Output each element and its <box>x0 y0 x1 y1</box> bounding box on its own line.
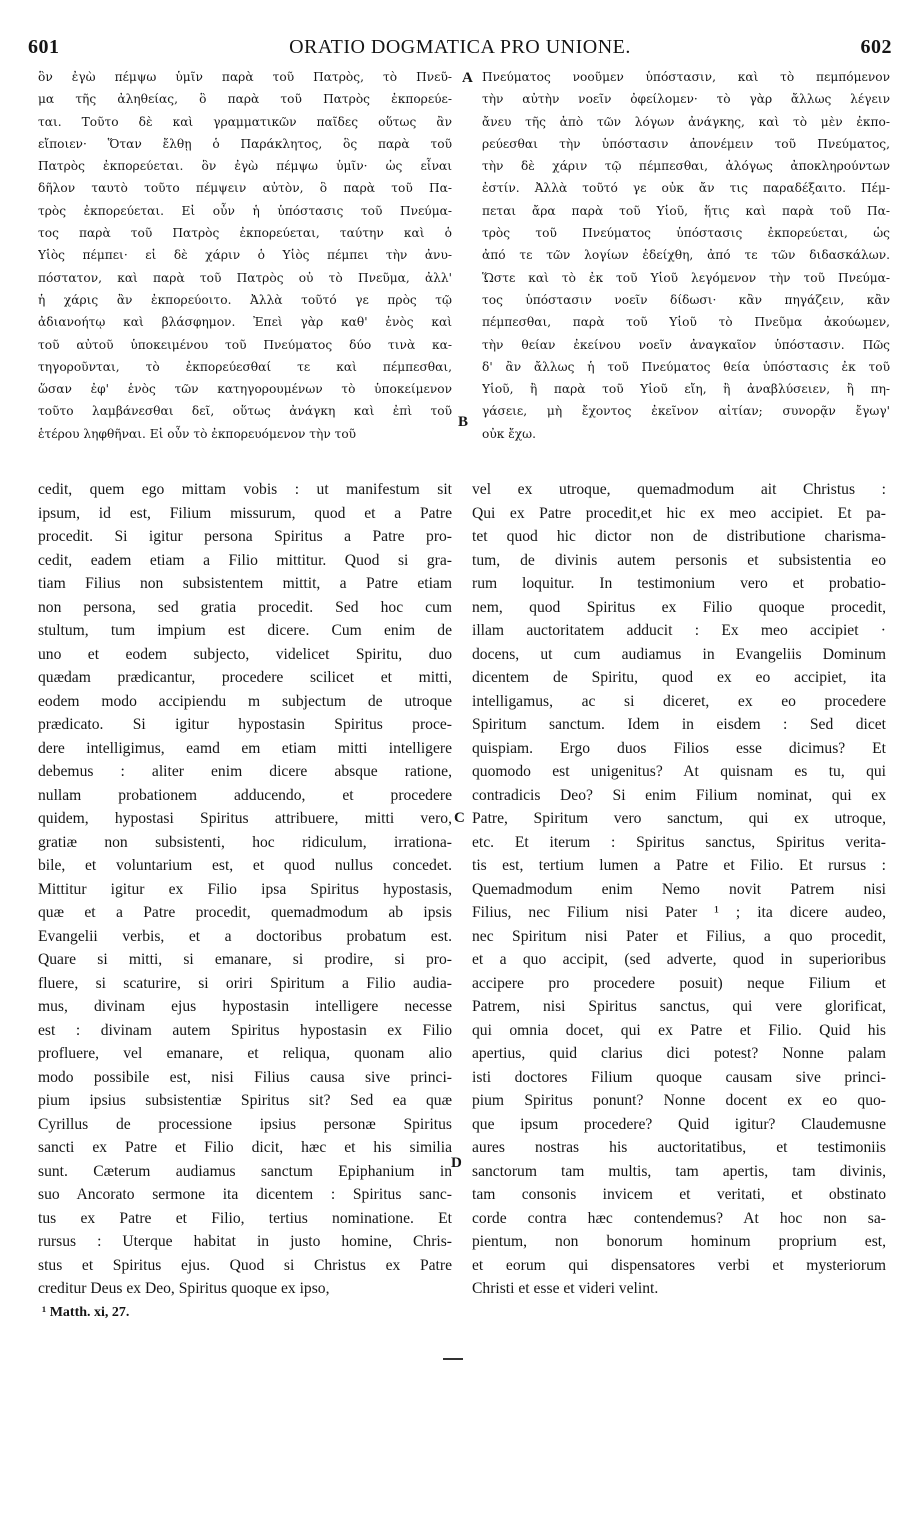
greek-text-line: δ' ἂν ἄλλως ἡ τοῦ Πνεύματος θεία ὑπόστασις ἐκ τοῦ <box>482 359 890 374</box>
greek-text-line: τὴν δὲ χάριν τῷ πέμπεσθαι, ἀλόγως ἀποκληρούντων <box>482 159 890 174</box>
greek-text-line: τὴν θείαν ἐκείνου νοεῖν ἀναγκαῖον ὑπόστασιν. Πῶς <box>482 337 890 352</box>
latin-text-line: et a quo accipit, (sed adverte, quod in superioribus <box>472 951 886 968</box>
latin-text-line: Patre, Spiritum vero sanctum, qui ex utroque, <box>472 810 886 827</box>
latin-text-line: quidem, hypostasi Spiritus attribuere, mitti vero, <box>38 810 452 827</box>
greek-text-right-column <box>482 66 890 466</box>
latin-text-line: corde contra hæc contendemus? At hoc non sa- <box>472 1209 886 1227</box>
latin-text-line: et eorum qui dispensatores verbi et mysteriorum <box>472 1256 886 1274</box>
latin-text-line: Christi et esse et videri velint. <box>472 1280 659 1297</box>
greek-text-left-column <box>38 66 452 466</box>
greek-text-line: τρὸς τοῦ Πνεύματος ὑπόστασις ἐκπορεύεται, ὡς <box>482 226 890 241</box>
latin-text-line: pium Spiritus ponunt? Nonne docent ex eo quo- <box>472 1092 886 1109</box>
latin-text-line: gratiæ non subsistenti, hoc ridiculum, irrationa- <box>38 833 452 851</box>
greek-text-line: πόστατον, καὶ παρὰ τοῦ Πατρὸς οὐ τὸ Πνεῦμα, ἀλλ' <box>38 270 452 285</box>
latin-text-line: qui omnia docet, qui ex Patre et Filio. Quid his <box>472 1021 886 1039</box>
latin-text-line: Qui ex Patre procedit,et hic ex meo accipiet. Et pa- <box>472 504 886 522</box>
latin-text-line: apertius, quid clarius dici potest? Nonne palam <box>472 1045 886 1062</box>
latin-text-line: non persona, sed gratia procedit. Sed hoc cum <box>38 598 452 616</box>
latin-text-line: tam consonis invicem et veritati, et obstinato <box>472 1186 886 1203</box>
greek-text-line: γάσειε, μὴ ἔχοντος ἐκεῖνον αἰτίαν; συνορᾷν ἔγωγ' <box>482 404 890 419</box>
latin-text-line: quispiam. Ergo duos Filios esse dicimus? Et <box>472 739 886 757</box>
latin-text-line: tis est, tertium lumen a Patre et Filio. Et rursus : <box>472 857 886 874</box>
greek-text-line: μα τῆς ἀληθείας, ὃ παρὰ τοῦ Πατρὸς ἐκπορεύε- <box>38 92 452 107</box>
latin-text-line: Patrem, nisi Spiritus sanctus, qui vere glorificat, <box>472 998 886 1015</box>
latin-text-line: quædam prædicantur, procedere scilicet et mitti, <box>38 669 452 686</box>
latin-text-line: profluere, vel emanare, et reliqua, quonam alio <box>38 1045 452 1062</box>
latin-text-line: que ipsum procedere? Quid igitur? Claudemusne <box>472 1115 886 1133</box>
greek-text-line: ὥσαν ἐφ' ἑνὸς τῶν κατηγορουμένων τὸ ὑποκείμενον <box>38 382 452 397</box>
latin-text-line: accipere pro procedere posuit) neque Filium et <box>472 974 886 992</box>
latin-text-line: eodem modo accipiendu m subjectum de utroque <box>38 692 452 710</box>
greek-text-line: Πατρὸς ἐκπορεύεται. ὃν ἐγὼ πέμψω ὑμῖν· ὡς εἶναι <box>38 159 452 174</box>
latin-text-line: suo Ancorato sermone ita dicentem : Spiritus sanc- <box>38 1186 452 1203</box>
right-page-number: 602 <box>860 36 892 58</box>
greek-text-line: ἀδιανοήτῳ καὶ βλάσφημον. Ἐπεὶ γὰρ καθ' ἑνὸς καὶ <box>38 315 452 330</box>
latin-text-line: Filius, nec Filium nisi Pater ¹ ; ita dicere audeo, <box>472 904 886 921</box>
latin-text-line: Evangelii verbis, et a doctoribus probatum est. <box>38 927 452 945</box>
latin-text-line: etc. Et iterum : Spiritus sanctus, Spiritus verita- <box>472 833 886 851</box>
greek-text-line: ἀπό τε τῶν λογίων ἐδείχθη, ἀπό τε τῶν διδασκάλων. <box>482 248 890 263</box>
latin-text-line: uno et eodem subjecto, videlicet Spiritu, duo <box>38 645 452 663</box>
greek-text-line: Υἱοῦ, ἢ παρὰ τοῦ Υἱοῦ εἴη, ἢ ἀναβλύσειεν, ἢ πη- <box>482 382 890 397</box>
latin-text-line: stus et Spiritus ejus. Quod si Christus ex Patre <box>38 1256 452 1274</box>
latin-text-line: bile, et voluntarium est, et quod nullus concedet. <box>38 857 452 874</box>
latin-text-left-column <box>38 478 452 1308</box>
latin-text-line: nem, quod Spiritus ex Filio quoque procedit, <box>472 598 886 616</box>
latin-text-line: Spiritum sanctum. Idem in eisdem : Sed dicet <box>472 716 886 733</box>
latin-text-line: Mittitur igitur ex Filio ipsa Spiritus hypostasis, <box>38 880 452 898</box>
greek-text-line: τος παρὰ τοῦ Πατρὸς ἐκπορεύεται, ταύτην καὶ ὁ <box>38 226 452 241</box>
latin-text-line: intelligamus, ac si diceret, ex eo procedere <box>472 692 886 710</box>
latin-text-right-column <box>472 478 886 1308</box>
latin-text-line: quomodo est unigenitus? At quisnam es tu, qui <box>472 763 886 780</box>
latin-text-line: contradicis Deo? Si enim Filium nominat, qui ex <box>472 786 886 804</box>
latin-text-line: vel ex utroque, quemadmodum ait Christus : <box>472 481 886 498</box>
latin-text-line: dere intelligimus, eamd em etiam mitti intelligere <box>38 739 452 757</box>
greek-text-line: οὐκ ἔχω. <box>482 426 536 441</box>
page-divider-rule <box>443 1358 463 1360</box>
latin-text-line: rum loquitur. In testimonium vero et probatio- <box>472 575 886 592</box>
latin-text-line: ipsum, id est, Filium missurum, quod et a Patre <box>38 504 452 522</box>
latin-text-line: est : divinam autem Spiritus hypostasin ex Filio <box>38 1021 452 1039</box>
greek-text-line: τοῦτο λαμβάνεσθαι δεῖ, οὕτως ἀνάγκη καὶ ἐπὶ τοῦ <box>38 404 452 419</box>
latin-text-line: isti doctores Filium quoque causam sive princi- <box>472 1068 886 1086</box>
latin-text-line: tiam Filius non subsistentem mittit, a Patre etiam <box>38 575 452 592</box>
latin-text-line: tet quod hic dictor non de distributione charisma- <box>472 528 886 545</box>
latin-text-line: stultum, tum impium est dicere. Cum enim de <box>38 622 452 639</box>
latin-text-line: docens, ut cum audiamus in Evangeliis Dominum <box>472 645 886 663</box>
latin-text-line: nec Spiritum nisi Pater et Filius, a quo procedit, <box>472 927 886 945</box>
latin-text-line: illam auctoritatem adducit : Ex meo accipiet · <box>472 622 886 639</box>
greek-text-line: εἴποιεν· Ὅταν ἔλθῃ ὁ Παράκλητος, ὃς παρὰ τοῦ <box>38 136 452 151</box>
section-marker-c: C <box>454 810 465 826</box>
greek-text-line: Υἱὸς πέμπει· εἰ δὲ χάριν ὁ Υἱὸς πέμπει τὴν ἀνυ- <box>38 248 452 263</box>
section-marker-d: D <box>451 1155 462 1171</box>
greek-text-line: πεται ἄρα παρὰ τοῦ Υἱοῦ, ἥτις καὶ παρὰ τοῦ Πα- <box>482 203 890 218</box>
latin-text-line: nullam probationem adducendo, et procedere <box>38 786 452 804</box>
latin-text-line: dicentem de Spiritu, quod ex eo accipiet, ita <box>472 669 886 686</box>
greek-text-line: τρὸς ἐκπορεύεται. Εἰ οὖν ἡ ὑπόστασις τοῦ Πνεύμα- <box>38 203 452 218</box>
running-header <box>28 36 892 64</box>
latin-text-line: prædicato. Si igitur hypostasin Spiritus proce- <box>38 716 452 733</box>
latin-text-line: fluere, si scaturire, si oriri Spiritum a Filio audia- <box>38 974 452 992</box>
greek-text-line: ται. Τοῦτο δὲ καὶ γραμματικῶν παῖδες οὕτως ἂν <box>38 114 452 129</box>
latin-text-line: quæ et a Patre procedit, quemadmodum ab ipsis <box>38 904 452 921</box>
latin-text-line: aures nostras his auctoritatibus, et testimoniis <box>472 1139 886 1156</box>
greek-text-line: ἑτέρου ληφθῆναι. Εἰ οὖν τὸ ἐκπορευόμενον τὴν τοῦ <box>38 426 357 441</box>
greek-text-line: τος ὑπόστασιν νοεῖν δίδωσι· κἂν πηγάζειν, κἂν <box>482 292 890 307</box>
greek-text-line: τὴν αὐτὴν νοεῖν ὀφείλομεν· τὸ γὰρ ἄλλως λέγειν <box>482 92 890 107</box>
latin-text-line: cedit, quem ego mittam vobis : ut manifestum sit <box>38 481 452 498</box>
latin-text-line: rursus : Uterque habitat in justo homine, Chris- <box>38 1233 452 1250</box>
latin-text-line: modo possibile est, nisi Filius causa sive princi- <box>38 1068 452 1086</box>
footnote: ¹ Matth. xi, 27. <box>42 1305 130 1320</box>
latin-text-line: Cyrillus de processione ipsius personæ Spiritus <box>38 1115 452 1133</box>
latin-text-line: tum, de divinis autem personis et subsistentia eo <box>472 551 886 569</box>
latin-text-line: tus ex Patre et Filio, tertius nominatione. Et <box>38 1209 452 1227</box>
latin-text-line: sanctorum tam multis, tam apertis, tam divinis, <box>472 1162 886 1180</box>
greek-text-line: Πνεύματος νοοῦμεν ὑπόστασιν, καὶ τὸ πεμπόμενον <box>482 70 890 84</box>
greek-text-line: τηγοροῦνται, τὸ ἐκπορεύεσθαί τε καὶ πέμπεσθαι, <box>38 359 452 374</box>
left-page-number: 601 <box>28 36 60 58</box>
latin-text-line: sunt. Cæterum audiamus sanctum Epiphanium in <box>38 1162 452 1180</box>
latin-text-line: mus, divinam ejus hypostasin intelligere necesse <box>38 998 452 1015</box>
latin-text-line: Quemadmodum enim Nemo novit Patrem nisi <box>472 880 886 898</box>
latin-text-line: cedit, eadem etiam a Filio mittitur. Quod si gra- <box>38 551 452 569</box>
latin-text-line: Quare si mitti, si emanare, si prodire, si pro- <box>38 951 452 968</box>
latin-text-line: debemus : aliter enim dicere absque ratione, <box>38 763 452 780</box>
page-title: ORATIO DOGMATICA PRO UNIONE. <box>289 36 631 58</box>
section-marker-a: A <box>462 70 473 86</box>
greek-text-line: τοῦ αὐτοῦ ὑποκειμένου τοῦ Πνεύματος δύο τινὰ κα- <box>38 337 452 352</box>
greek-text-line: πέμπεσθαι, παρὰ τοῦ Υἱοῦ τὸ Πνεῦμα ἀκούωμεν, <box>482 315 890 330</box>
greek-text-line: ὃν ἐγὼ πέμψω ὑμῖν παρὰ τοῦ Πατρὸς, τὸ Πνεῦ- <box>38 70 452 84</box>
greek-text-line: ἄνευ τῆς ἀπὸ τῶν λόγων ἀνάγκης, καὶ τὸ μὲν ἐκπο- <box>482 114 890 129</box>
latin-text-line: pientum, non bonorum hominum proprium est, <box>472 1233 886 1250</box>
latin-text-line: procedit. Si igitur persona Spiritus a Patre pro- <box>38 528 452 545</box>
greek-text-line: ἡ χάρις ἂν ἐκπορεύοιτο. Ἀλλὰ τοῦτό γε πρὸς τῷ <box>38 292 452 307</box>
latin-text-line: creditur Deus ex Deo, Spiritus quoque ex ipso, <box>38 1280 330 1297</box>
latin-text-line: pium ipsius subsistentiæ Spiritus sit? Sed ea quæ <box>38 1092 452 1109</box>
greek-text-line: ρεύεσθαι τὴν ὑπόστασιν ἀπονέμειν τοῦ Πνεύματος, <box>482 136 890 151</box>
greek-text-line: ἐστίν. Ἀλλὰ τοῦτό γε οὐκ ἄν τις παραδέξαιτο. Πέμ- <box>482 181 890 196</box>
latin-text-line: sancti ex Patre et Filio dicit, hæc et his similia <box>38 1139 452 1156</box>
greek-text-line: δῆλον ταυτὸ τοῦτο πέμψειν αὐτὸν, ὃ παρὰ τοῦ Πα- <box>38 181 452 196</box>
greek-text-line: Ὥστε καὶ τὸ ἐκ τοῦ Υἱοῦ λεγόμενον τὴν τοῦ Πνεύμα- <box>482 270 890 285</box>
section-marker-b: B <box>458 414 469 430</box>
